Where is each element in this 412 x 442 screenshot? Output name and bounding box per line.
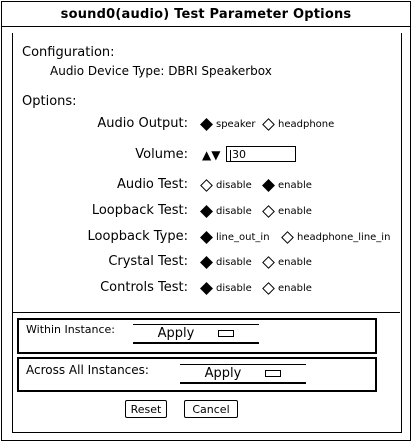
radio-label: enable [278,282,312,294]
radio-selected-icon [200,256,213,269]
audio-output-label: Audio Output: [97,116,188,131]
radio-label: speaker [216,118,256,130]
across-instances-label: Across All Instances: [26,363,149,377]
loopback-type-label: Loopback Type: [87,229,188,244]
radio-label: disable [216,256,252,268]
radio-unselected-icon [262,256,275,269]
audio-output-speaker-radio[interactable] [200,117,256,131]
radio-selected-icon [200,282,213,295]
window-title: sound0(audio) Test Parameter Options [2,2,410,27]
radio-label: headphone_line_in [297,231,391,243]
radio-label: line_out_in [216,231,270,243]
radio-unselected-icon [200,179,213,192]
volume-input[interactable] [226,146,296,162]
cancel-button[interactable]: Cancel [184,400,238,418]
options-heading: Options: [22,94,77,109]
loopback-test-disable-radio[interactable] [200,204,252,218]
frame-bottom-border [12,432,402,433]
radio-selected-icon [200,231,213,244]
radio-selected-icon [262,179,275,192]
within-instance-label: Within Instance: [26,323,115,336]
audio-test-disable-radio[interactable] [200,178,252,192]
audio-test-enable-radio[interactable] [262,178,312,192]
radio-label: enable [278,205,312,217]
radio-unselected-icon [262,118,275,131]
menu-indicator-icon [218,330,234,337]
radio-label: disable [216,205,252,217]
radio-label: enable [278,179,312,191]
controls-test-enable-radio[interactable] [262,281,312,295]
controls-test-label: Controls Test: [100,280,188,295]
radio-unselected-icon [281,231,294,244]
audio-test-label: Audio Test: [116,177,188,192]
menu-button-label: Apply [157,326,195,341]
radio-selected-icon [200,205,213,218]
controls-test-disable-radio[interactable] [200,281,252,295]
reset-button[interactable]: Reset [125,400,167,418]
crystal-test-disable-radio[interactable] [200,255,252,269]
audio-device-type: Audio Device Type: DBRI Speakerbox [50,64,272,78]
dialog-window [1,1,411,441]
radio-unselected-icon [262,282,275,295]
loopback-test-label: Loopback Test: [91,203,188,218]
loopback-test-enable-radio[interactable] [262,204,312,218]
radio-label: disable [216,179,252,191]
section-divider [13,312,400,313]
volume-label: Volume: [135,147,188,162]
radio-label: enable [278,256,312,268]
radio-label: disable [216,282,252,294]
audio-output-headphone-radio[interactable] [262,117,334,131]
across-instances-apply-menu-button[interactable] [180,364,306,384]
radio-unselected-icon [262,205,275,218]
loopback-type-headphone-radio[interactable] [281,230,390,244]
crystal-test-enable-radio[interactable] [262,255,312,269]
loopback-type-line-out-radio[interactable] [200,230,270,244]
menu-button-label: Apply [204,366,242,381]
text-caret [230,150,231,161]
menu-indicator-icon [265,370,281,377]
volume-value: 30 [232,148,246,161]
radio-selected-icon [200,118,213,131]
radio-label: headphone [278,118,335,130]
volume-stepper-arrows-icon[interactable]: ▲▼ [202,148,221,162]
within-instance-apply-menu-button[interactable] [133,324,259,344]
configuration-heading: Configuration: [22,45,115,60]
crystal-test-label: Crystal Test: [108,254,188,269]
